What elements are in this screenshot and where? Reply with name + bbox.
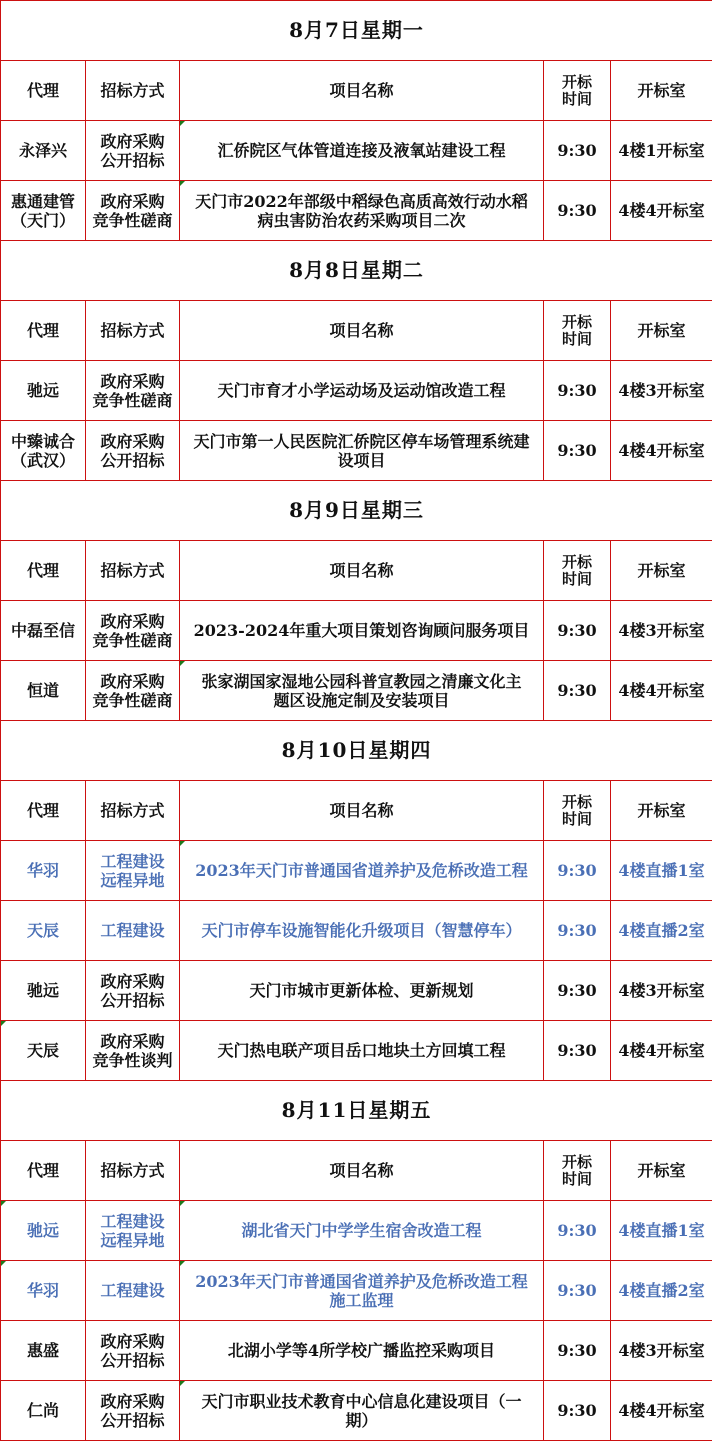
method-line: 政府采购: [100, 131, 165, 151]
header-time-line: 时间: [561, 89, 592, 108]
method-line: 远程异地: [100, 870, 165, 890]
agent-line: 惠通建管: [10, 191, 75, 211]
agent-line: 驰远: [26, 981, 59, 1000]
project-line: 天门市育才小学运动场及运动馆改造工程: [217, 381, 506, 400]
agent-line: 永泽兴: [18, 141, 67, 160]
header-room: 开标室: [611, 1141, 712, 1201]
room-cell: 4楼4开标室: [611, 1381, 712, 1441]
method-cell: [86, 121, 180, 181]
table-row: [1, 121, 712, 181]
method-line: 公开招标: [100, 450, 165, 470]
room-cell: 4楼直播2室: [611, 1261, 712, 1321]
project-cell: [180, 181, 544, 241]
header-project: 项目名称: [180, 781, 544, 841]
method-line: 远程异地: [100, 1230, 165, 1250]
method-line: 公开招标: [100, 1410, 165, 1430]
project-line: 期）: [345, 1410, 378, 1430]
time-cell: 9:30: [544, 1261, 611, 1321]
agent-cell: [1, 841, 86, 901]
table-row: [1, 181, 712, 241]
agent-line: 华羽: [26, 861, 59, 880]
header-project: 项目名称: [180, 1141, 544, 1201]
header-method: 招标方式: [86, 1141, 180, 1201]
time-cell: 9:30: [544, 421, 611, 481]
method-cell: [86, 901, 180, 961]
day-title: 8月7日星期一: [1, 1, 712, 61]
project-line: 题区设施定制及安装项目: [273, 690, 450, 710]
agent-cell: [1, 1201, 86, 1261]
method-line: 工程建设: [100, 851, 165, 871]
project-line: 2023年天门市普通国省道养护及危桥改造工程: [195, 1271, 528, 1291]
project-line: 天门市2022年部级中稻绿色高质高效行动水稻: [195, 191, 528, 211]
method-line: 工程建设: [100, 921, 165, 940]
table-row: [1, 1381, 712, 1441]
project-cell: [180, 1261, 544, 1321]
header-time: [544, 301, 611, 361]
room-cell: 4楼直播1室: [611, 1201, 712, 1261]
header-time: [544, 541, 611, 601]
project-line: 天门市职业技术教育中心信息化建设项目（一: [201, 1391, 522, 1411]
method-cell: [86, 601, 180, 661]
method-line: 政府采购: [100, 971, 165, 991]
agent-cell: [1, 361, 86, 421]
header-time: [544, 61, 611, 121]
project-cell: [180, 1201, 544, 1261]
method-cell: [86, 841, 180, 901]
project-line: 2023年天门市普通国省道养护及危桥改造工程: [195, 861, 528, 880]
column-header-row: [1, 61, 712, 121]
header-time-line: 时间: [561, 569, 592, 588]
agent-cell: [1, 1021, 86, 1081]
method-cell: [86, 1201, 180, 1261]
day-title: 8月11日星期五: [1, 1081, 712, 1141]
method-cell: [86, 1321, 180, 1381]
time-cell: 9:30: [544, 841, 611, 901]
project-cell: [180, 601, 544, 661]
method-line: 公开招标: [100, 150, 165, 170]
method-line: 政府采购: [100, 191, 165, 211]
method-cell: [86, 1261, 180, 1321]
header-time-line: 开标: [561, 792, 592, 811]
project-cell: [180, 421, 544, 481]
project-cell: [180, 961, 544, 1021]
day-title: 8月10日星期四: [1, 721, 712, 781]
time-cell: 9:30: [544, 1021, 611, 1081]
table-row: [1, 901, 712, 961]
header-project: 项目名称: [180, 61, 544, 121]
method-line: 竞争性磋商: [92, 390, 173, 410]
column-header-row: [1, 781, 712, 841]
project-cell: [180, 1321, 544, 1381]
room-cell: 4楼4开标室: [611, 181, 712, 241]
agent-cell: [1, 661, 86, 721]
project-line: 湖北省天门中学学生宿舍改造工程: [241, 1221, 482, 1240]
agent-cell: [1, 121, 86, 181]
method-line: 政府采购: [100, 371, 165, 391]
project-line: 天门市停车设施智能化升级项目（智慧停车）: [201, 921, 522, 940]
agent-line: 中磊至信: [10, 621, 75, 640]
time-cell: 9:30: [544, 361, 611, 421]
header-time-line: 开标: [561, 552, 592, 571]
agent-line: 驰远: [26, 1221, 59, 1240]
method-cell: [86, 1381, 180, 1441]
time-cell: 9:30: [544, 601, 611, 661]
agent-line: 仁尚: [26, 1401, 59, 1420]
method-line: 竞争性谈判: [92, 1050, 173, 1070]
method-line: 政府采购: [100, 671, 165, 691]
room-cell: 4楼4开标室: [611, 421, 712, 481]
header-room: 开标室: [611, 61, 712, 121]
header-method: 招标方式: [86, 781, 180, 841]
project-line: 天门市城市更新体检、更新规划: [249, 981, 474, 1000]
method-line: 政府采购: [100, 1331, 165, 1351]
header-project: 项目名称: [180, 301, 544, 361]
agent-cell: [1, 901, 86, 961]
project-cell: [180, 361, 544, 421]
agent-cell: [1, 1261, 86, 1321]
header-time-line: 开标: [561, 312, 592, 331]
header-time-line: 时间: [561, 809, 592, 828]
table-row: [1, 841, 712, 901]
method-line: 公开招标: [100, 1350, 165, 1370]
day-title-row: [1, 1, 712, 61]
agent-cell: [1, 181, 86, 241]
method-line: 政府采购: [100, 1031, 165, 1051]
room-cell: 4楼4开标室: [611, 1021, 712, 1081]
schedule-table-body: [1, 1, 712, 1441]
method-line: 工程建设: [100, 1281, 165, 1300]
room-cell: 4楼3开标室: [611, 601, 712, 661]
header-time-line: 开标: [561, 1152, 592, 1171]
table-row: [1, 1321, 712, 1381]
agent-line: 天辰: [26, 921, 59, 940]
room-cell: 4楼1开标室: [611, 121, 712, 181]
method-line: 工程建设: [100, 1211, 165, 1231]
day-title-row: [1, 481, 712, 541]
column-header-row: [1, 541, 712, 601]
day-title: 8月9日星期三: [1, 481, 712, 541]
header-agent: 代理: [1, 301, 86, 361]
header-agent: 代理: [1, 1141, 86, 1201]
time-cell: 9:30: [544, 1381, 611, 1441]
day-title: 8月8日星期二: [1, 241, 712, 301]
header-time: [544, 781, 611, 841]
project-line: 施工监理: [329, 1290, 394, 1310]
room-cell: 4楼3开标室: [611, 361, 712, 421]
table-row: [1, 601, 712, 661]
project-cell: [180, 901, 544, 961]
method-cell: [86, 961, 180, 1021]
agent-line: 恒道: [26, 681, 59, 700]
agent-line: 天辰: [26, 1041, 59, 1060]
header-time-line: 时间: [561, 1169, 592, 1188]
agent-line: 华羽: [26, 1281, 59, 1300]
table-row: [1, 1021, 712, 1081]
time-cell: 9:30: [544, 1321, 611, 1381]
method-line: 政府采购: [100, 431, 165, 451]
agent-line: 中臻诚合: [10, 431, 75, 451]
time-cell: 9:30: [544, 1201, 611, 1261]
room-cell: 4楼直播2室: [611, 901, 712, 961]
header-time-line: 开标: [561, 72, 592, 91]
column-header-row: [1, 301, 712, 361]
header-room: 开标室: [611, 301, 712, 361]
project-line: 北湖小学等4所学校广播监控采购项目: [227, 1341, 496, 1360]
agent-line: 惠盛: [26, 1341, 59, 1360]
header-agent: 代理: [1, 61, 86, 121]
agent-cell: [1, 421, 86, 481]
method-cell: [86, 661, 180, 721]
project-cell: [180, 841, 544, 901]
method-cell: [86, 181, 180, 241]
column-header-row: [1, 1141, 712, 1201]
agent-cell: [1, 1321, 86, 1381]
agent-line: 驰远: [26, 381, 59, 400]
project-line: 张家湖国家湿地公园科普宣教园之清廉文化主: [201, 671, 522, 691]
method-line: 竞争性磋商: [92, 690, 173, 710]
agent-line: （武汉）: [10, 450, 75, 470]
header-agent: 代理: [1, 541, 86, 601]
header-project: 项目名称: [180, 541, 544, 601]
project-line: 病虫害防治农药采购项目二次: [257, 210, 466, 230]
table-row: [1, 1261, 712, 1321]
project-cell: [180, 1381, 544, 1441]
room-cell: 4楼3开标室: [611, 961, 712, 1021]
project-line: 天门热电联产项目岳口地块土方回填工程: [217, 1041, 506, 1060]
method-line: 政府采购: [100, 1391, 165, 1411]
header-method: 招标方式: [86, 541, 180, 601]
method-cell: [86, 1021, 180, 1081]
header-room: 开标室: [611, 541, 712, 601]
day-title-row: [1, 241, 712, 301]
time-cell: 9:30: [544, 661, 611, 721]
day-title-row: [1, 721, 712, 781]
table-row: [1, 961, 712, 1021]
table-row: [1, 421, 712, 481]
time-cell: 9:30: [544, 961, 611, 1021]
method-cell: [86, 361, 180, 421]
method-cell: [86, 421, 180, 481]
day-title-row: [1, 1081, 712, 1141]
time-cell: 9:30: [544, 181, 611, 241]
project-cell: [180, 661, 544, 721]
agent-cell: [1, 601, 86, 661]
header-room: 开标室: [611, 781, 712, 841]
method-line: 竞争性磋商: [92, 210, 173, 230]
header-method: 招标方式: [86, 301, 180, 361]
time-cell: 9:30: [544, 901, 611, 961]
agent-cell: [1, 1381, 86, 1441]
project-line: 汇侨院区气体管道连接及液氧站建设工程: [217, 141, 506, 160]
room-cell: 4楼直播1室: [611, 841, 712, 901]
room-cell: 4楼4开标室: [611, 661, 712, 721]
project-line: 设项目: [337, 450, 386, 470]
method-line: 政府采购: [100, 611, 165, 631]
header-time-line: 时间: [561, 329, 592, 348]
header-method: 招标方式: [86, 61, 180, 121]
method-line: 竞争性磋商: [92, 630, 173, 650]
header-time: [544, 1141, 611, 1201]
project-cell: [180, 121, 544, 181]
agent-line: （天门）: [10, 210, 75, 230]
agent-cell: [1, 961, 86, 1021]
table-row: [1, 361, 712, 421]
header-agent: 代理: [1, 781, 86, 841]
room-cell: 4楼3开标室: [611, 1321, 712, 1381]
method-line: 公开招标: [100, 990, 165, 1010]
table-row: [1, 661, 712, 721]
time-cell: 9:30: [544, 121, 611, 181]
project-cell: [180, 1021, 544, 1081]
table-row: [1, 1201, 712, 1261]
project-line: 天门市第一人民医院汇侨院区停车场管理系统建: [193, 431, 530, 451]
project-line: 2023-2024年重大项目策划咨询顾问服务项目: [193, 621, 530, 640]
